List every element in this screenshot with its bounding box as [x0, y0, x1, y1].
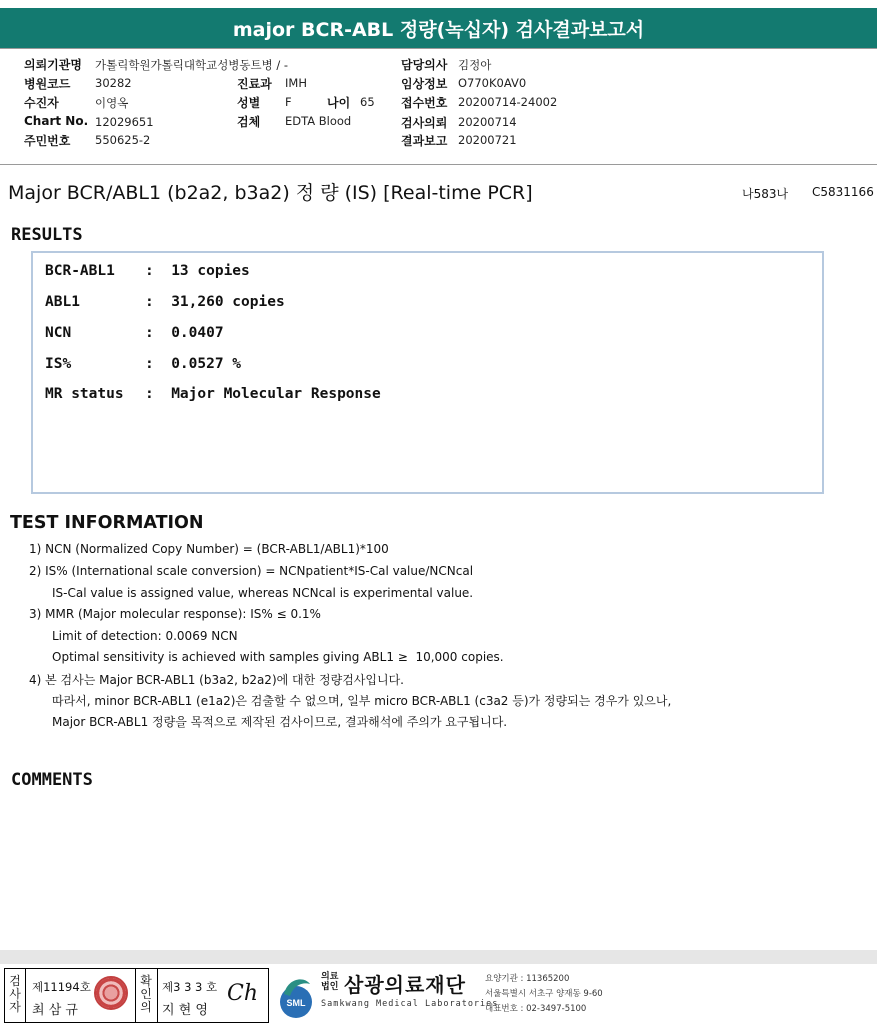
report-title: major BCR-ABL 정량(녹십자) 검사결과보고서	[232, 18, 645, 41]
clinical-info-label: 임상정보	[401, 77, 448, 91]
test-info-line: 3) MMR (Major molecular response): IS% ≤ 0.1%	[29, 607, 321, 621]
result-separator: :	[145, 294, 172, 310]
department-value: IMH	[285, 76, 307, 90]
receipt-no-value: 20200714-24002	[458, 95, 558, 109]
test-info-line: 4) 본 검사는 Major BCR-ABL1 (b3a2, b2a2)에 대한 정량검사입니다.	[29, 673, 404, 687]
confirmer-label: 확 인 의	[140, 974, 152, 1014]
test-info-line: Limit of detection: 0.0069 NCN	[52, 629, 238, 643]
result-label: BCR-ABL1	[45, 263, 115, 279]
result-label: IS%	[45, 356, 72, 372]
sml-logo-icon	[274, 970, 318, 1020]
test-info-line: Major BCR-ABL1 정량을 목적으로 제작된 검사이므로, 결과해석에 주의가 요구됩니다.	[52, 715, 508, 729]
brand-small: 의료법인	[321, 972, 339, 992]
test-info-line: Optimal sensitivity is achieved with samples giving ABL1 ≥ 10,000 copies.	[52, 650, 504, 664]
result-row	[45, 263, 250, 279]
request-date-value: 20200714	[458, 115, 517, 129]
brand-english: Samkwang Medical Laboratories	[321, 999, 499, 1009]
result-value: 0.0407	[171, 325, 224, 341]
result-label: ABL1	[45, 294, 80, 310]
confirmer-name: 지 현 영	[162, 1003, 208, 1018]
receipt-no-label: 접수번호	[401, 96, 448, 110]
test-info-line: IS-Cal value is assigned value, whereas NCNcal is experimental value.	[52, 586, 474, 600]
divider	[0, 48, 877, 49]
report-title-bar	[0, 8, 877, 48]
test-title: Major BCR/ABL1 (b2a2, b3a2) 정 량 (IS) [Real-time PCR]	[8, 182, 533, 204]
result-label: MR status	[45, 386, 124, 402]
phone: 대표번호 : 02-3497-5100	[485, 1004, 587, 1014]
comments-section-title: COMMENTS	[11, 770, 93, 790]
sml-logo-text: SML	[286, 998, 306, 1008]
hospital-code-label: 병원코드	[24, 77, 71, 91]
examiner-name: 최 삼 규	[32, 1003, 78, 1018]
test-information-title: TEST INFORMATION	[10, 513, 204, 533]
physician-value: 김정아	[458, 58, 492, 72]
department-label: 진료과	[237, 77, 272, 91]
result-row	[45, 325, 224, 341]
report-date-value: 20200721	[458, 133, 517, 147]
requesting-institution-label: 의뢰기관명	[24, 58, 82, 72]
sex-value: F	[285, 95, 292, 109]
clinical-info-value: O770K0AV0	[458, 76, 527, 90]
resident-no-value: 550625-2	[95, 133, 151, 147]
examiner-license: 제11194호	[32, 980, 91, 994]
test-info-line: 2) IS% (International scale conversion) = NCNpatient*IS-Cal value/NCNcal	[29, 564, 474, 578]
result-value: 13 copies	[171, 263, 250, 279]
test-code-id: C5831166	[812, 185, 874, 199]
seal-stamp-icon	[94, 976, 128, 1010]
result-value: 31,260 copies	[171, 294, 285, 310]
signature: Ch	[227, 981, 259, 1006]
institution-number: 요양기관 : 11365200	[485, 974, 570, 984]
hospital-code-value: 30282	[95, 76, 132, 90]
result-label: NCN	[45, 325, 72, 341]
footer-divider	[0, 950, 877, 964]
physician-label: 담당의사	[401, 58, 448, 72]
result-row	[45, 294, 285, 310]
age-value: 65	[360, 95, 375, 109]
brand-name: 삼광의료재단	[344, 973, 466, 997]
result-separator: :	[145, 263, 172, 279]
result-separator: :	[145, 325, 172, 341]
chart-no-value: 12029651	[95, 115, 154, 129]
report-date-label: 결과보고	[401, 134, 448, 148]
test-info-line: 따라서, minor BCR-ABL1 (e1a2)은 검출할 수 없으며, 일부 micro BCR-ABL1 (c3a2 등)가 정량되는 경우가 있으나,	[52, 694, 672, 708]
result-separator: :	[145, 386, 172, 402]
specimen-value: EDTA Blood	[285, 114, 352, 128]
request-date-label: 검사의뢰	[401, 116, 448, 130]
specimen-label: 검체	[237, 115, 261, 129]
recipient-label: 수진자	[24, 96, 59, 110]
result-row	[45, 356, 241, 372]
result-separator: :	[145, 356, 172, 372]
confirmer-license: 제3 3 3 호	[162, 980, 218, 994]
address: 서울특별시 서초구 양재동 9-60	[485, 989, 603, 999]
signature-box	[4, 968, 269, 1023]
chart-no-label: Chart No.	[24, 114, 89, 128]
examiner-label: 검 사 자	[9, 974, 21, 1014]
result-row	[45, 386, 381, 402]
requesting-institution-value: 가톨릭학원가톨릭대학교성병동트병 / -	[95, 58, 289, 72]
result-value: Major Molecular Response	[171, 386, 381, 402]
results-section-title: RESULTS	[11, 225, 83, 245]
recipient-value: 이영옥	[95, 96, 129, 110]
result-value: 0.0527 %	[171, 356, 242, 372]
test-code: 나583나	[742, 187, 789, 201]
divider	[0, 164, 877, 165]
age-label: 나이	[327, 96, 351, 110]
test-info-line: 1) NCN (Normalized Copy Number) = (BCR-ABL1/ABL1)*100	[29, 542, 389, 556]
results-box	[31, 251, 824, 494]
resident-no-label: 주민번호	[24, 134, 71, 148]
sex-label: 성별	[237, 96, 261, 110]
